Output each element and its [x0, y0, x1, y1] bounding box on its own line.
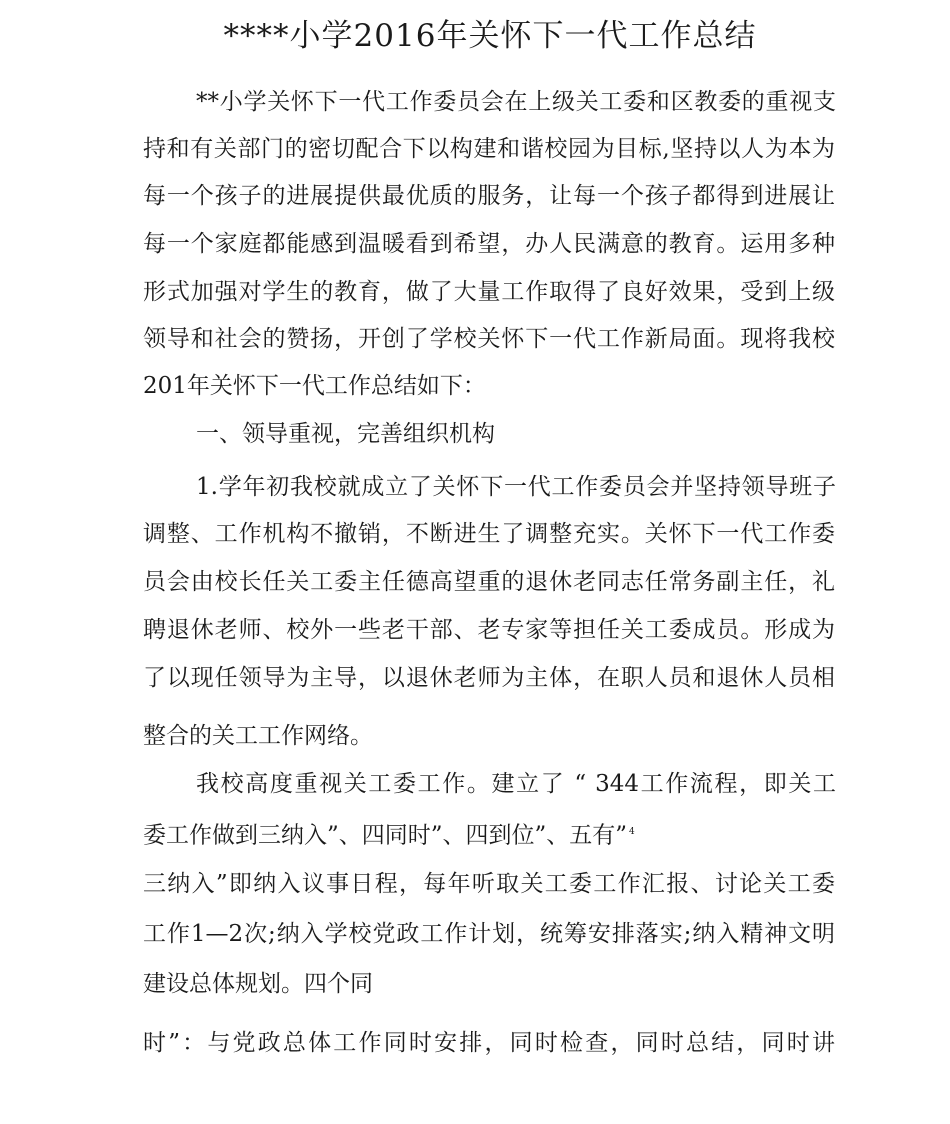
paragraph-line: **小学关怀下一代工作委员会在上级关工委和区教委的重视支	[196, 89, 836, 115]
document-title: ****小学2016年关怀下一代工作总结	[223, 18, 757, 54]
paragraph-line: 员会由校长任关工委主任德高望重的退休老同志任常务副主任，礼	[143, 569, 835, 595]
paragraph-line: 三纳入”即纳入议事日程，每年听取关工委工作汇报、讨论关工委	[143, 871, 835, 897]
paragraph-line: 整合的关工工作网络。	[143, 723, 373, 749]
footnote-mark: 4	[629, 827, 635, 837]
paragraph-line: 201年关怀下一代工作总结如下：	[143, 373, 486, 399]
section-heading: 一、领导重视，完善组织机构	[196, 421, 495, 447]
paragraph-line: 聘退休老师、校外一些老干部、老专家等担任关工委成员。形成为	[143, 617, 835, 643]
paragraph-line: 建设总体规划。四个同	[143, 971, 373, 997]
paragraph-line: 每一个孩子的进展提供最优质的服务，让每一个孩子都得到进展让	[143, 183, 835, 209]
paragraph-line: 了以现任领导为主导，以退休老师为主体，在职人员和退休人员相	[143, 665, 835, 691]
paragraph-line: 我校高度重视关工委工作。建立了 “ 344工作流程，即关工	[196, 771, 836, 797]
paragraph-line: 1.学年初我校就成立了关怀下一代工作委员会并坚持领导班子	[196, 474, 836, 500]
paragraph-line: 调整、工作机构不撤销，不断进生了调整充实。关怀下一代工作委	[143, 521, 835, 547]
paragraph-line: 工作1—2次;纳入学校党政工作计划，统筹安排落实;纳入精神文明	[143, 921, 835, 947]
paragraph-line: 形式加强对学生的教育，做了大量工作取得了良好效果，受到上级	[143, 279, 835, 305]
paragraph-line: 每一个家庭都能感到温暖看到希望，办人民满意的教育。运用多种	[143, 231, 835, 257]
paragraph-line: 领导和社会的赞扬，开创了学校关怀下一代工作新局面。现将我校	[143, 326, 835, 352]
paragraph-line: 持和有关部门的密切配合下以构建和谐校园为目标,坚持以人为本为	[143, 136, 835, 162]
paragraph-line: 时”：与党政总体工作同时安排，同时检查，同时总结，同时讲	[143, 1030, 835, 1056]
paragraph-line	[143, 816, 835, 852]
paragraph-text: 委工作做到三纳入”、四同时”、四到位”、五有”	[143, 822, 628, 849]
